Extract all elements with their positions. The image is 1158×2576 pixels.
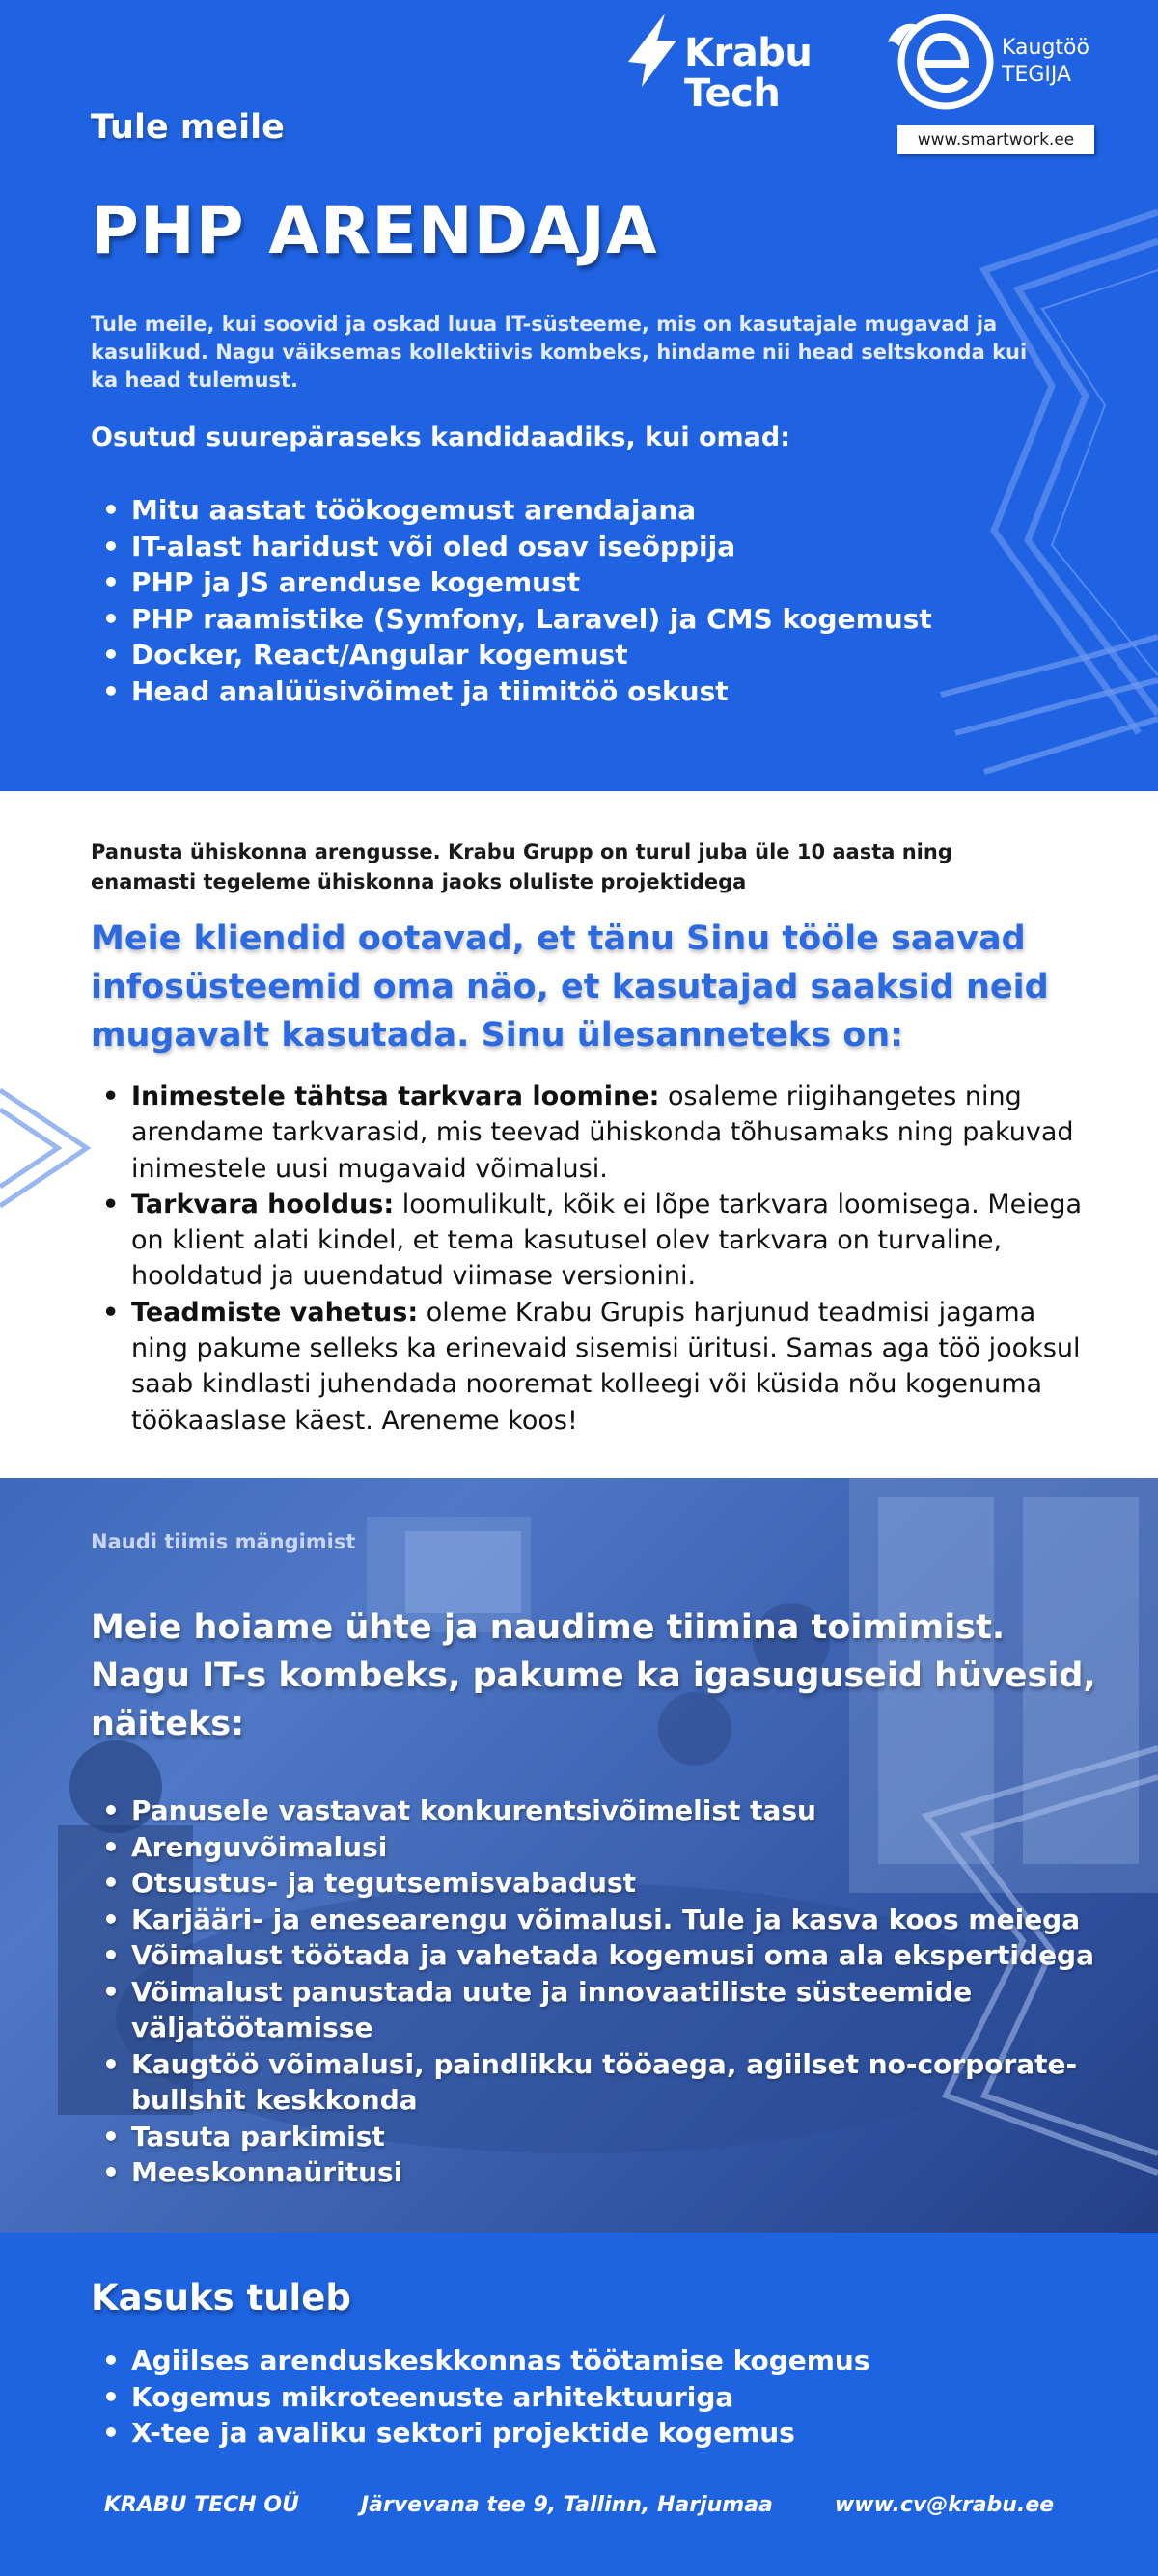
tasks-heading: Meie kliendid ootavad, et tänu Sinu tööle saavad infosüsteemid oma näo, et kasutajad saaksid neid mugavalt kasutada. Sinu ülesanneteks on: [91, 919, 1049, 1055]
benefit-item: • Võimalust panustada uute ja innovaatiliste süsteemide väljatöötamisse [91, 1974, 1094, 2046]
smartwork-logo [867, 8, 1098, 160]
nice-to-have-section [0, 2233, 1158, 2576]
requirement-item: • IT-alast haridust või oled osav iseõppija [91, 529, 932, 565]
requirement-item: • PHP raamistike (Symfony, Laravel) ja CMS kogemust [91, 601, 932, 638]
task-title: Tarkvara hooldus: [131, 1189, 395, 1219]
requirement-item: • Mitu aastat töökogemust arendajana [91, 492, 932, 529]
krabu-logo-line1: Krabu [684, 31, 813, 75]
nice-to-have-heading: Kasuks tuleb [91, 2277, 351, 2318]
smartwork-url[interactable]: www.smartwork.ee [897, 125, 1094, 154]
hero-eyebrow: Tule meile [91, 108, 285, 147]
task-title: Teadmiste vahetus: [131, 1297, 419, 1328]
kaugtoo-tegija-logo-icon [867, 8, 1002, 123]
smartwork-logo-line1: Kaugtöö [1002, 36, 1089, 60]
krabu-logo-icon [622, 12, 680, 89]
job-title: PHP ARENDAJA [91, 193, 658, 269]
footer-email[interactable]: www.cv@krabu.ee [834, 2493, 1055, 2517]
footer-contact [0, 2493, 1158, 2517]
benefit-item: • Kaugtöö võimalusi, paindlikku tööaega, agiilset no-corporate-bullshit keskkonda [91, 2046, 1094, 2119]
task-text: osaleme riigihangetes ning arendame tarkvarasid, mis teevad ühiskonda tõhusamaks ning pakuvad inimestele uusi mugavaid võimalusi. [131, 1082, 1074, 1184]
benefits-heading: Meie hoiame ühte ja naudime tiimina toimimist. Nagu IT-s kombeks, pakume ka igasuguseid hüvesid, näiteks: [91, 1608, 1096, 1743]
requirement-item: • Docker, React/Angular kogemust [91, 637, 932, 673]
tasks-lead: Panusta ühiskonna arengusse. Krabu Grupp on turul juba üle 10 aasta ning enamasti tegeleme ühiskonna jaoks oluliste projektidega [91, 840, 952, 893]
requirement-item: • PHP ja JS arenduse kogemust [91, 564, 932, 601]
requirements-list [91, 492, 932, 709]
smartwork-logo-line2: TEGIJA [1002, 63, 1072, 87]
benefit-item: • Otsustus- ja tegutsemisvabadust [91, 1865, 1094, 1902]
nice-to-have-list [91, 2343, 870, 2452]
requirements-heading: Osutud suurepäraseks kandidaadiks, kui omad: [91, 423, 791, 452]
benefits-eyebrow: Naudi tiimis mängimist [91, 1530, 356, 1553]
benefit-item: • Meeskonnaüritusi [91, 2154, 1094, 2191]
benefit-item: • Tasuta parkimist [91, 2119, 1094, 2155]
benefit-item: • Karjääri- ja enesearengu võimalusi. Tule ja kasva koos meiega [91, 1902, 1094, 1938]
requirement-item: • Head analüüsivõimet ja tiimitöö oskust [91, 673, 932, 710]
benefit-item: • Panusele vastavat konkurentsivõimelist tasu [91, 1793, 1094, 1829]
nice-to-have-item: • X-tee ja avaliku sektori projektide kogemus [91, 2415, 870, 2452]
task-item [91, 1295, 1094, 1439]
hero-section [0, 0, 1158, 791]
task-item [91, 1079, 1094, 1187]
footer-address: Järvevana tee 9, Tallinn, Harjumaa [360, 2493, 773, 2517]
benefits-list [91, 1793, 1094, 2191]
krabu-logo-line2: Tech [684, 71, 781, 116]
tasks-list [91, 1079, 1094, 1439]
hero-intro: Tule meile, kui soovid ja oskad luua IT-süsteeme, mis on kasutajale mugavad ja kasulikud. Nagu väiksemas kollektiivis kombeks, hindame nii head seltskonda kui ka head tulemust. [91, 313, 1028, 392]
task-text: loomulikult, kõik ei lõpe tarkvara loomisega. Meiega on klient alati kindel, et tema kasutusel olev tarkvara on turvaline, hooldatud ja uuendatud viimase versionini. [131, 1189, 1083, 1292]
task-text: oleme Krabu Grupis harjunud teadmisi jagama ning pakume selleks ka erinevaid sisemisi üritusi. Samas aga töö jooksul saab kindlasti juhendada nooremat kolleegi või küsida nõu kogenuma töökaaslase käest. Areneme koos! [131, 1297, 1081, 1436]
task-item [91, 1187, 1094, 1295]
nice-to-have-item: • Agiilses arenduskeskkonnas töötamise kogemus [91, 2343, 870, 2379]
benefit-item: • Võimalust töötada ja vahetada kogemusi oma ala ekspertidega [91, 1937, 1094, 1974]
footer-company: KRABU TECH OÜ [103, 2493, 299, 2517]
benefits-section [0, 1478, 1158, 2233]
krabu-tech-logo [622, 12, 812, 114]
nice-to-have-item: • Kogemus mikroteenuste arhitektuuriga [91, 2379, 870, 2416]
benefit-item: • Arenguvõimalusi [91, 1829, 1094, 1866]
tasks-section [0, 791, 1158, 1478]
task-title: Inimestele tähtsa tarkvara loomine: [131, 1082, 660, 1111]
